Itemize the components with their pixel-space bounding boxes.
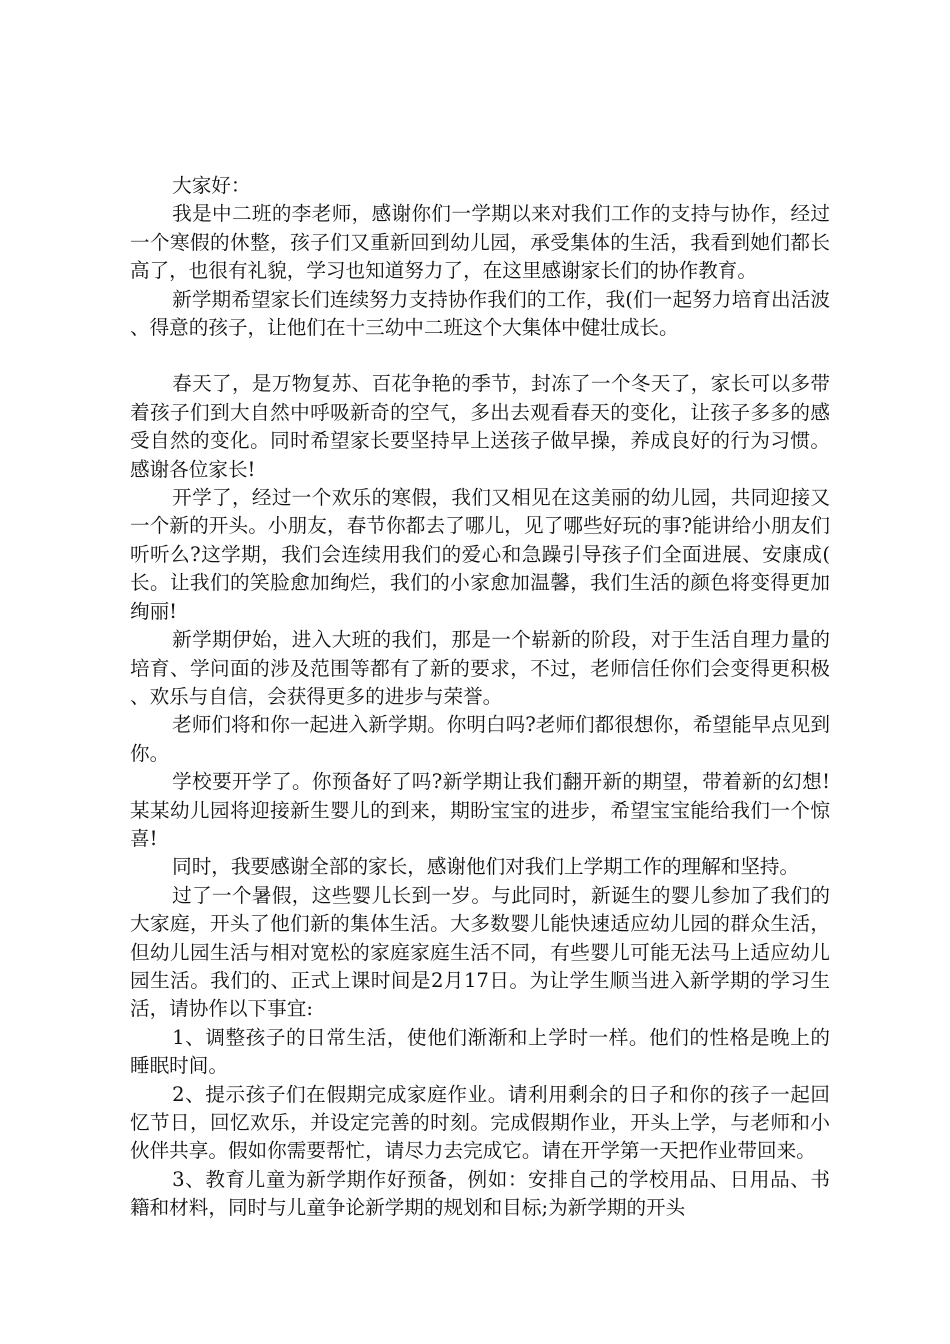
list-item: 3、教育儿童为新学期作好预备，例如：安排自己的学校用品、日用品、书籍和材料，同时与儿童争论新学期的规划和目标;为新学期的开头 — [130, 1167, 830, 1220]
paragraph: 学校要开学了。你预备好了吗?新学期让我们翻开新的期望，带着新的幻想!某某幼儿园将迎接新生婴儿的到来，期盼宝宝的进步，希望宝宝能给我们一个惊喜! — [130, 770, 830, 850]
section-gap — [130, 342, 830, 370]
paragraph: 新学期伊始，进入大班的我们，那是一个崭新的阶段，对于生活自理力量的培育、学问面的涉及范围等都有了新的要求，不过，老师信任你们会变得更积极、欢乐与自信，会获得更多的进步与荣誉。 — [130, 628, 830, 708]
paragraph: 老师们将和你一起进入新学期。你明白吗?老师们都很想你，希望能早点见到你。 — [130, 713, 830, 765]
list-item: 2、提示孩子们在假期完成家庭作业。请利用剩余的日子和你的孩子一起回忆节日，回忆欢乐，并设定完善的时刻。完成假期作业，开头上学，与老师和小伙伴共享。假如你需要帮忙，请尽力去完成它。请在开学第一天把作业带回来。 — [130, 1082, 830, 1163]
paragraph: 同时，我要感谢全部的家长，感谢他们对我们上学期工作的理解和坚持。 — [172, 855, 800, 879]
paragraph: 新学期希望家长们连续努力支持协作我们的工作，我(们一起努力培育出活波、得意的孩子，让他们在十三幼中二班这个大集体中健壮成长。 — [130, 287, 830, 340]
paragraph: 过了一个暑假，这些婴儿长到一岁。与此同时，新诞生的婴儿参加了我们的大家庭，开头了他们新的集体生活。大多数婴儿能快速适应幼儿园的群众生活，但幼儿园生活与相对宽松的家庭家庭生活不同，有些婴儿可能无法马上适应幼儿园生活。我们的、正式上课时间是2月17日。为让学生顺当进入新学期的学习生活，请协作以下事宜: — [130, 883, 830, 1021]
list-item: 1、调整孩子的日常生活，使他们渐渐和上学时一样。他们的性格是晚上的睡眠时间。 — [130, 1025, 830, 1078]
paragraph: 我是中二班的李老师，感谢你们一学期以来对我们工作的支持与协作，经过一个寒假的休整，孩子们又重新回到幼儿园，承受集体的生活，我看到她们都长高了，也很有礼貌，学习也知道努力了，在这里感谢家长们的协作教育。 — [130, 202, 830, 283]
paragraph: 开学了，经过一个欢乐的寒假，我们又相见在这美丽的幼儿园，共同迎接又一个新的开头。小朋友，春节你都去了哪儿，见了哪些好玩的事?能讲给小朋友们听听么?这学期，我们会连续用我们的爱心和急躁引导孩子们全面进展、安康成(长。让我们的笑脸愈加绚烂，我们的小家愈加温馨，我们生活的颜色将变得更加绚丽! — [130, 486, 830, 623]
document-page — [130, 172, 830, 1223]
greeting: 大家好： — [172, 174, 251, 197]
paragraph: 春天了，是万物复苏、百花争艳的季节，封冻了一个冬天了，家长可以多带着孩子们到大自然中呼吸新奇的空气，多出去观看春天的变化，让孩子多多的感受自然的变化。同时希望家长要坚持早上送孩子做早操，养成良好的行为习惯。感谢各位家长! — [130, 372, 830, 481]
